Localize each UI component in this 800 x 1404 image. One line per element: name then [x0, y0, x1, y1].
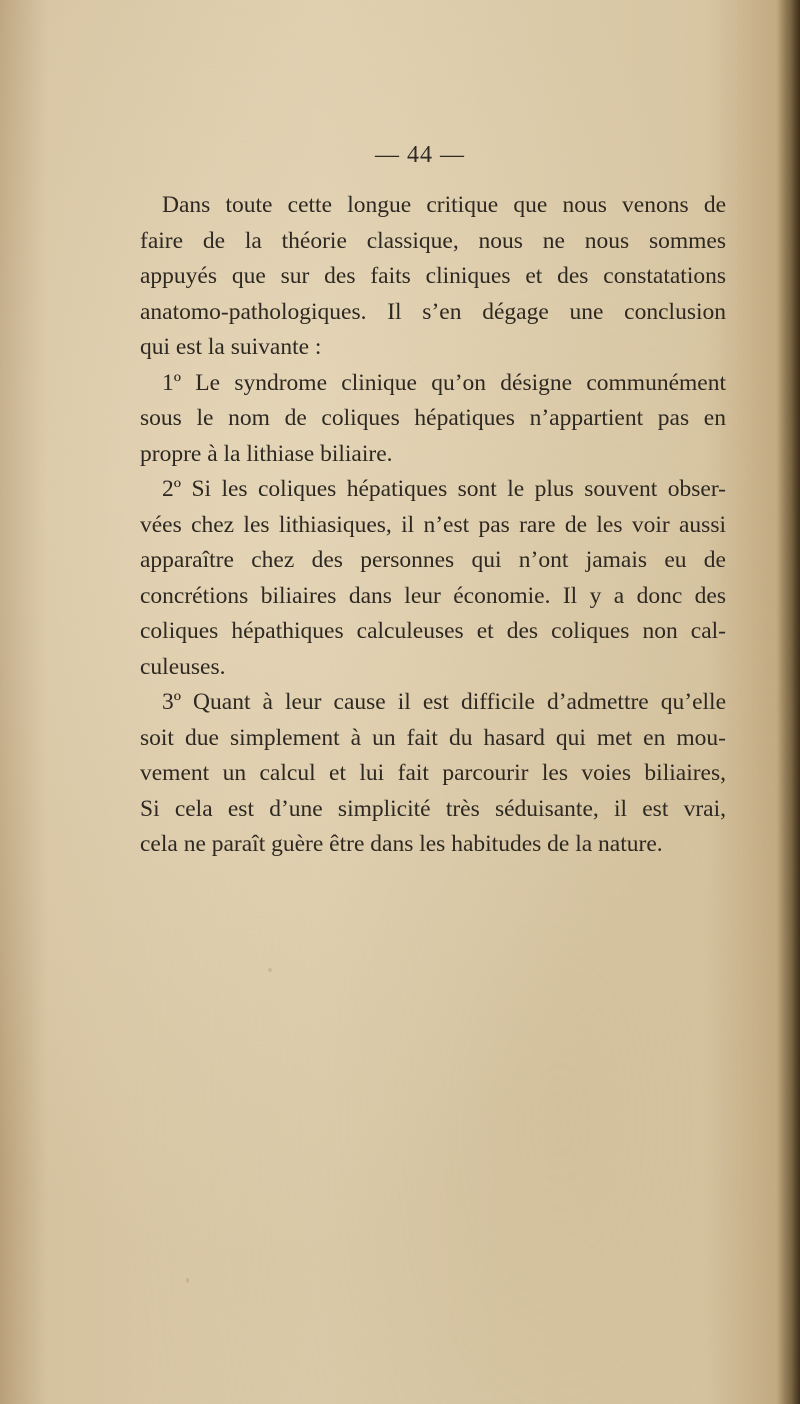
paragraph-point-3: [118, 685, 726, 863]
text-line: Si cela est d’une simplicité très séduisante, il est vrai,: [140, 795, 726, 822]
text-line: anatomo-pathologiques. Il s’en dégage une conclusion: [140, 298, 726, 325]
paragraph-intro: [118, 188, 726, 366]
paper-speck: [186, 1278, 189, 1283]
page-edge-shadow: [778, 0, 800, 1404]
text-line: vement un calcul et lui fait parcourir les voies biliaires,: [140, 760, 726, 786]
text-line: qui est la suivante :: [140, 334, 322, 360]
text-line: sous le nom de coliques hépatiques n’appartient pas en: [140, 405, 726, 431]
text-line: appuyés que sur des faits cliniques et des constatations: [140, 263, 726, 289]
text-line: soit due simplement à un fait du hasard qui met en mou-: [140, 724, 726, 751]
text-line: 1º Le syndrome clinique qu’on désigne communément: [162, 369, 726, 396]
text-line: vées chez les lithiasiques, il n’est pas rare de les voir aussi: [140, 511, 726, 538]
body-text: [118, 188, 726, 863]
text-line: 2º Si les coliques hépatiques sont le plus souvent obser-: [162, 476, 726, 502]
page-number: — 44 —: [375, 142, 465, 168]
text-line: coliques hépathiques calculeuses et des coliques non cal-: [140, 618, 726, 644]
text-line: concrétions biliaires dans leur économie. Il y a donc des: [140, 582, 726, 609]
text-line: 3º Quant à leur cause il est difficile d’admettre qu’elle: [162, 689, 726, 715]
text-line: Dans toute cette longue critique que nous venons de: [162, 192, 726, 218]
paragraph-point-2: [118, 472, 726, 685]
text-line: faire de la théorie classique, nous ne nous sommes: [140, 227, 726, 254]
paragraph-point-1: [118, 366, 726, 473]
text-line: propre à la lithiase biliaire.: [140, 440, 393, 467]
text-line: culeuses.: [140, 653, 226, 680]
text-line: apparaître chez des personnes qui n’ont jamais eu de: [140, 547, 726, 573]
paper-speck: [268, 968, 272, 972]
text-line: cela ne paraît guère être dans les habitudes de la nature.: [140, 831, 663, 857]
